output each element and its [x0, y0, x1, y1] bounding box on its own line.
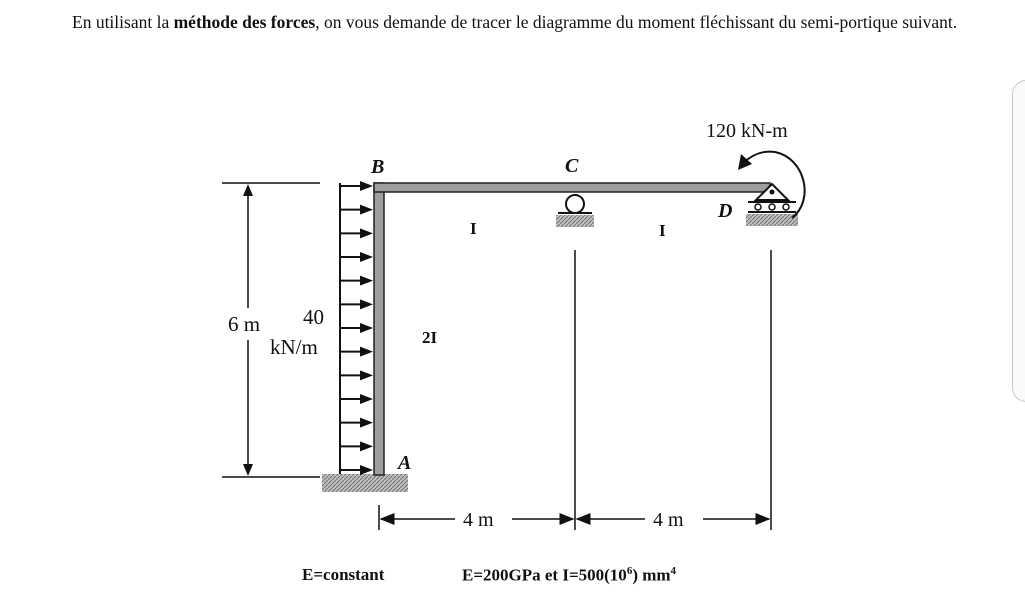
load-arrowhead	[360, 394, 373, 404]
inertia-CD-label: I	[659, 221, 666, 240]
node-A-label: A	[398, 452, 412, 474]
statement-text-start: En utilisant la	[72, 12, 174, 32]
load-arrowhead	[360, 228, 373, 238]
statement-text-end: , on vous demande de tracer le diagramme du moment fléchissant du semi-portique suivant.	[315, 12, 958, 32]
height-label: 6 m	[228, 312, 261, 336]
load-arrowhead	[360, 205, 373, 215]
ground-support-A	[322, 474, 408, 492]
load-arrowhead	[360, 323, 373, 333]
load-arrowhead	[360, 465, 373, 475]
node-C-label: C	[565, 155, 579, 177]
load-arrowhead	[360, 181, 373, 191]
roller-support-C	[556, 195, 594, 227]
statement-method-name: méthode des forces	[173, 12, 316, 32]
inertia-AB-label: 2I	[422, 328, 438, 347]
footer-e-constant: E=constant	[302, 565, 385, 584]
span-1-label: 4 m	[463, 509, 494, 531]
moment-label: 120 kN-m	[706, 120, 788, 142]
footer-material-properties	[462, 565, 676, 586]
side-scroll-edge[interactable]	[1012, 80, 1025, 402]
load-arrowhead	[360, 276, 373, 286]
span-dimensions	[379, 250, 771, 530]
node-D-label: D	[718, 200, 733, 222]
distributed-load	[340, 181, 373, 475]
footer-unit-exp: 4	[670, 565, 677, 577]
footer-props-tail: ) mm	[632, 565, 671, 585]
load-arrowhead	[360, 299, 373, 309]
load-arrowhead	[360, 347, 373, 357]
load-arrowhead	[360, 370, 373, 380]
footer-props-main: E=200GPa et I=500(10	[462, 565, 627, 585]
load-arrowhead	[360, 441, 373, 451]
column-AB	[374, 183, 384, 475]
footer-props-exp: 6	[626, 565, 633, 577]
load-unit: kN/m	[270, 335, 318, 359]
load-value: 40	[303, 305, 324, 329]
node-B-label: B	[371, 156, 385, 178]
inertia-BC-label: I	[470, 219, 477, 238]
moment-arrowhead	[738, 154, 752, 170]
beam-BD	[374, 183, 770, 192]
span-2-label: 4 m	[653, 509, 684, 531]
load-arrowhead	[360, 418, 373, 428]
load-arrowhead	[360, 252, 373, 262]
